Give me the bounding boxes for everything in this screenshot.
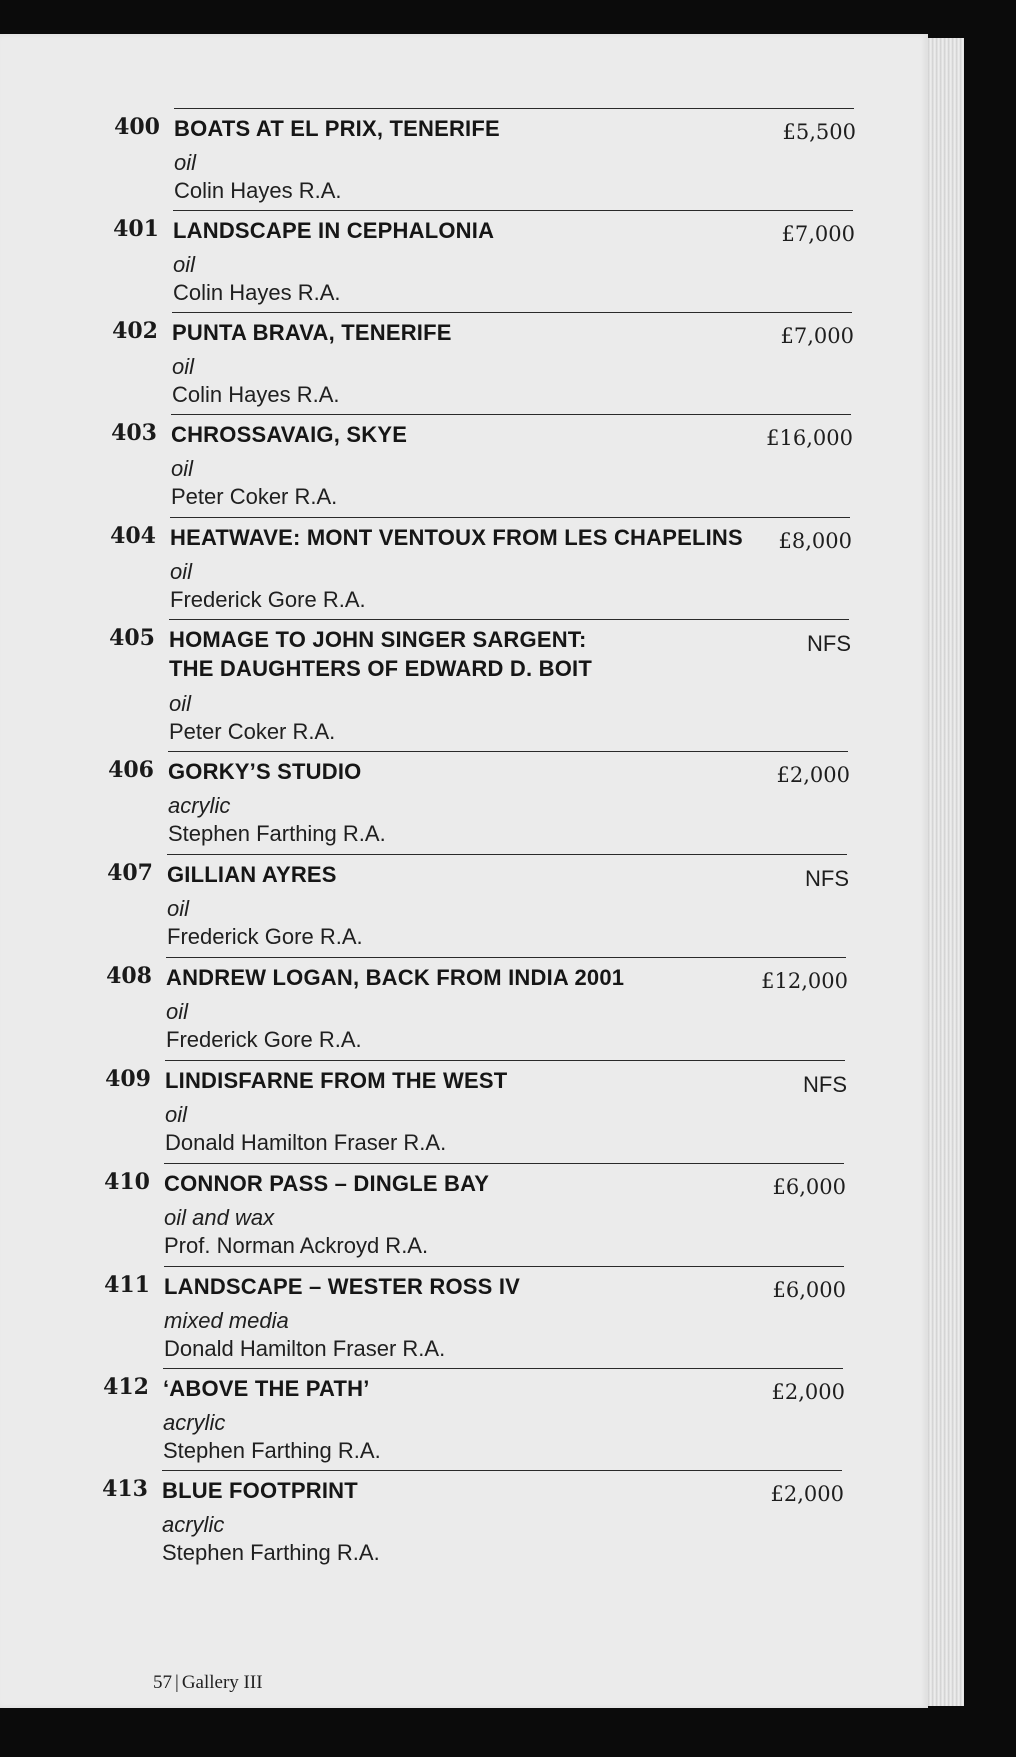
entry-title-line-2: THE DAUGHTERS OF EDWARD D. BOIT xyxy=(169,656,592,681)
catalogue-entry xyxy=(0,414,928,514)
entry-artist: Colin Hayes R.A. xyxy=(174,178,342,203)
page-number: 57 xyxy=(153,1672,172,1693)
entry-number: 403 xyxy=(111,420,157,446)
entry-number: 401 xyxy=(113,216,159,242)
entry-number: 411 xyxy=(104,1272,150,1298)
footer-separator: | xyxy=(175,1672,179,1693)
entry-price: £6,000 xyxy=(772,1278,846,1302)
entry-price: £2,000 xyxy=(776,763,850,787)
entry-medium: oil xyxy=(167,896,190,921)
catalogue-entry xyxy=(0,751,928,851)
entry-title-line: BLUE FOOTPRINT xyxy=(162,1478,358,1503)
entry-title-line: GILLIAN AYRES xyxy=(167,862,337,887)
page-edges xyxy=(928,38,964,1706)
entry-number: 413 xyxy=(102,1476,148,1502)
entry-number: 410 xyxy=(104,1169,150,1195)
entry-title xyxy=(173,216,494,245)
catalogue-entry xyxy=(0,619,928,744)
entry-number: 402 xyxy=(112,318,158,344)
entry-title xyxy=(167,860,337,889)
catalogue-entry xyxy=(0,1368,928,1468)
entry-title-line: LANDSCAPE – WESTER ROSS IV xyxy=(164,1274,521,1299)
entry-title-line: CHROSSAVAIG, SKYE xyxy=(171,422,408,447)
entry-title-line: LINDISFARNE FROM THE WEST xyxy=(165,1068,508,1093)
entry-medium: oil xyxy=(174,150,197,175)
entry-rule xyxy=(167,854,847,855)
entry-number: 405 xyxy=(109,625,155,651)
entry-rule xyxy=(164,1266,844,1267)
entry-title xyxy=(174,114,500,143)
catalogue-entry xyxy=(0,210,928,310)
entry-price: £6,000 xyxy=(772,1175,846,1199)
entry-artist: Peter Coker R.A. xyxy=(171,484,338,509)
entry-title-line: ‘ABOVE THE PATH’ xyxy=(163,1376,370,1401)
entry-price: NFS xyxy=(803,1072,847,1097)
entry-title xyxy=(172,318,452,347)
entry-number: 409 xyxy=(105,1066,151,1092)
entry-price: £7,000 xyxy=(780,324,854,348)
catalogue-entry xyxy=(0,957,928,1057)
catalogue-entries xyxy=(0,34,928,1708)
entry-price: NFS xyxy=(807,631,851,656)
entry-rule xyxy=(164,1163,844,1164)
entry-medium: oil xyxy=(173,252,196,277)
entry-rule xyxy=(166,957,846,958)
entry-title-line: GORKY’S STUDIO xyxy=(168,759,362,784)
entry-medium: acrylic xyxy=(162,1512,225,1537)
entry-rule xyxy=(165,1060,845,1061)
entry-title xyxy=(169,625,592,683)
entry-number: 412 xyxy=(103,1374,149,1400)
catalogue-entry xyxy=(0,854,928,954)
catalogue-entry xyxy=(0,1163,928,1263)
entry-medium: oil xyxy=(165,1102,188,1127)
entry-medium: oil xyxy=(169,691,192,716)
entry-title-line: BOATS AT EL PRIX, TENERIFE xyxy=(174,116,500,141)
entry-price: £12,000 xyxy=(761,969,848,993)
entry-artist: Peter Coker R.A. xyxy=(169,719,336,744)
entry-title xyxy=(163,1374,370,1403)
entry-medium: oil xyxy=(171,456,194,481)
entry-rule xyxy=(174,108,854,109)
entry-title xyxy=(166,963,624,992)
entry-artist: Stephen Farthing R.A. xyxy=(163,1438,381,1463)
entry-price: £2,000 xyxy=(771,1380,845,1404)
entry-rule xyxy=(171,414,851,415)
entry-title xyxy=(170,523,743,552)
entry-title-line: HOMAGE TO JOHN SINGER SARGENT: xyxy=(169,627,587,652)
entry-title-line: ANDREW LOGAN, BACK FROM INDIA 2001 xyxy=(166,965,625,990)
entry-number: 400 xyxy=(114,114,160,140)
entry-medium: acrylic xyxy=(168,793,231,818)
entry-number: 406 xyxy=(108,757,154,783)
page-footer xyxy=(153,1672,263,1694)
entry-medium: acrylic xyxy=(163,1410,226,1435)
entry-artist: Frederick Gore R.A. xyxy=(166,1027,362,1052)
catalogue-page xyxy=(0,34,928,1708)
entry-price: £16,000 xyxy=(766,426,853,450)
entry-artist: Frederick Gore R.A. xyxy=(170,587,366,612)
catalogue-entry xyxy=(0,1470,928,1570)
entry-title-line: CONNOR PASS – DINGLE BAY xyxy=(164,1171,490,1196)
entry-medium: oil xyxy=(172,354,195,379)
entry-number: 404 xyxy=(110,523,156,549)
entry-rule xyxy=(168,751,848,752)
entry-artist: Donald Hamilton Fraser R.A. xyxy=(164,1336,446,1361)
entry-price: £5,500 xyxy=(782,120,856,144)
entry-number: 407 xyxy=(107,860,153,886)
entry-rule xyxy=(170,517,850,518)
entry-title xyxy=(162,1476,358,1505)
entry-artist: Colin Hayes R.A. xyxy=(172,382,340,407)
entry-artist: Colin Hayes R.A. xyxy=(173,280,341,305)
entry-title-line: HEATWAVE: MONT VENTOUX FROM LES CHAPELINS xyxy=(170,525,743,550)
entry-title xyxy=(164,1169,489,1198)
entry-rule xyxy=(172,312,852,313)
entry-rule xyxy=(163,1368,843,1369)
catalogue-entry xyxy=(0,1266,928,1366)
catalogue-entry xyxy=(0,108,928,208)
entry-title xyxy=(164,1272,520,1301)
catalogue-entry xyxy=(0,312,928,412)
section-name: Gallery III xyxy=(181,1672,263,1693)
entry-medium: oil xyxy=(170,559,193,584)
entry-rule xyxy=(162,1470,842,1471)
entry-artist: Stephen Farthing R.A. xyxy=(168,821,386,846)
entry-artist: Donald Hamilton Fraser R.A. xyxy=(165,1130,447,1155)
entry-rule xyxy=(169,619,849,620)
entry-price: NFS xyxy=(805,866,849,891)
entry-title xyxy=(171,420,407,449)
entry-price: £2,000 xyxy=(770,1482,844,1506)
entry-number: 408 xyxy=(106,963,152,989)
entry-medium: mixed media xyxy=(164,1308,289,1333)
entry-rule xyxy=(173,210,853,211)
entry-title xyxy=(165,1066,507,1095)
catalogue-entry xyxy=(0,517,928,617)
entry-price: £8,000 xyxy=(778,529,852,553)
entry-artist: Frederick Gore R.A. xyxy=(167,924,363,949)
entry-title-line: PUNTA BRAVA, TENERIFE xyxy=(172,320,452,345)
entry-price: £7,000 xyxy=(781,222,855,246)
entry-medium: oil and wax xyxy=(164,1205,275,1230)
entry-medium: oil xyxy=(166,999,189,1024)
entry-title-line: LANDSCAPE IN CEPHALONIA xyxy=(173,218,495,243)
entry-artist: Prof. Norman Ackroyd R.A. xyxy=(164,1233,429,1258)
entry-artist: Stephen Farthing R.A. xyxy=(162,1540,380,1565)
catalogue-entry xyxy=(0,1060,928,1160)
entry-title xyxy=(168,757,362,786)
